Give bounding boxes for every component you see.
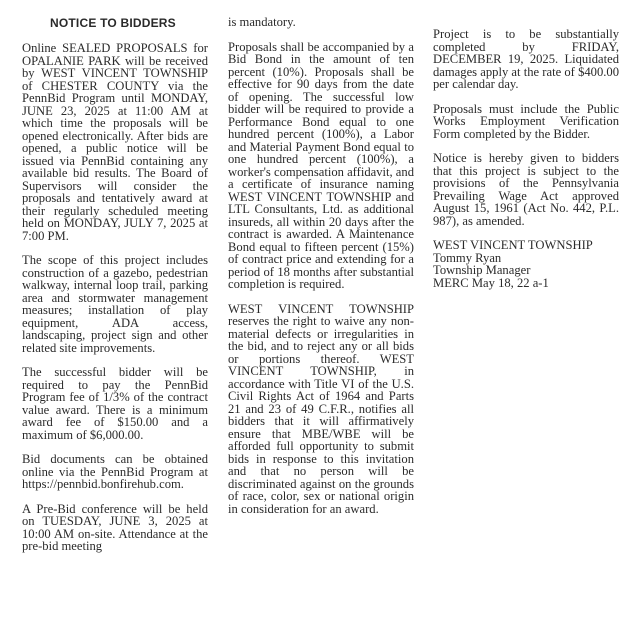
signature-org: WEST VINCENT TOWNSHIP [433, 238, 593, 252]
signature-role: Township Manager [433, 263, 531, 277]
notice-paragraph: Bid documents can be obtained online via the PennBid Program at https://pennbid.bonfirehub.com. [22, 452, 208, 491]
notice-paragraph: The scope of this project includes construction of a gazebo, pedestrian walkway, internal loop trail, parking area and stormwater management measures; installation of play equipment, ADA access, landscaping, project sign and other related site improvements. [22, 253, 208, 355]
notice-paragraph: Proposals must include the Public Works Employment Verification Form completed by the Bidder. [433, 101, 619, 141]
notice-paragraph: WEST VINCENT TOWNSHIP reserves the right to waive any non-material defects or irregularities in the bid, and to reject any or all bids or portions thereof. WEST VINCENT TOWNSHIP, in accordance with Title VI of the U.S. Civil Rights Act of 1964 and Parts 21 and 23 of 49 C.F.R., notifies all bidders that it will affirmatively ensure that MBE/WBE will be afforded full opportunity to submit bids in response to this invitation and that no person will be discriminated against on the grounds of race, color, sex or national origin in consideration for an award. [228, 301, 414, 516]
notice-title: NOTICE TO BIDDERS [50, 16, 176, 30]
notice-paragraph: is mandatory. [228, 15, 296, 29]
notice-paragraph: Notice is hereby given to bidders that this project is subject to the provisions of the Pennsylvania Prevailing Wage Act approved August 15, 1961 (Act No. 442, P.L. 987), as amended. [433, 151, 619, 228]
notice-paragraph: Proposals shall be accompanied by a Bid Bond in the amount of ten percent (10%). Proposals shall be effective for 90 days from the date of opening. The successful low bidder will be required to provide a Performance Bond equal to one hundred percent (100%), a Labor and Material Payment Bond equal to one hundred percent (100%), a worker's compensation affidavit, and a certificate of insurance naming WEST VINCENT TOWNSHIP and LTL Consultants, Ltd. as additional insureds, all within 20 days after the contract is awarded. A Maintenance Bond equal to fifteen percent (15%) of contract price and extending for a period of 18 months after substantial completion is required. [228, 39, 414, 291]
notice-paragraph: The successful bidder will be required to pay the PennBid Program fee of 1/3% of the contract value award. There is a minimum award fee of $150.00 and a maximum of $6,000.00. [22, 365, 208, 442]
column-1 [22, 16, 208, 565]
signature-name: Tommy Ryan [433, 250, 502, 265]
signature-block [433, 239, 619, 289]
publication-ref: MERC May 18, 22 a-1 [433, 275, 549, 290]
notice-paragraph: A Pre-Bid conference will be held on TUESDAY, JUNE 3, 2025 at 10:00 AM on-site. Attendance at the pre-bid meeting [22, 501, 208, 553]
notice-paragraph: Project is to be substantially completed by FRIDAY, DECEMBER 19, 2025. Liquidated damages apply at the rate of $400.00 per calendar day. [433, 27, 619, 91]
column-3 [433, 28, 619, 289]
notice-paragraph: Online SEALED PROPOSALS for OPALANIE PARK will be received by WEST VINCENT TOWNSHIP of CHESTER COUNTY via the PennBid Program until MONDAY, JUNE 23, 2025 at 11:00 AM at which time the proposals will be opened electronically. After bids are opened, a public notice will be issued via PennBid containing any available bid results. The Board of Supervisors will consider the proposals and tentatively award at their regularly scheduled meeting held on MONDAY, JULY 7, 2025 at 7:00 PM. [22, 41, 208, 243]
column-2 [228, 16, 414, 527]
